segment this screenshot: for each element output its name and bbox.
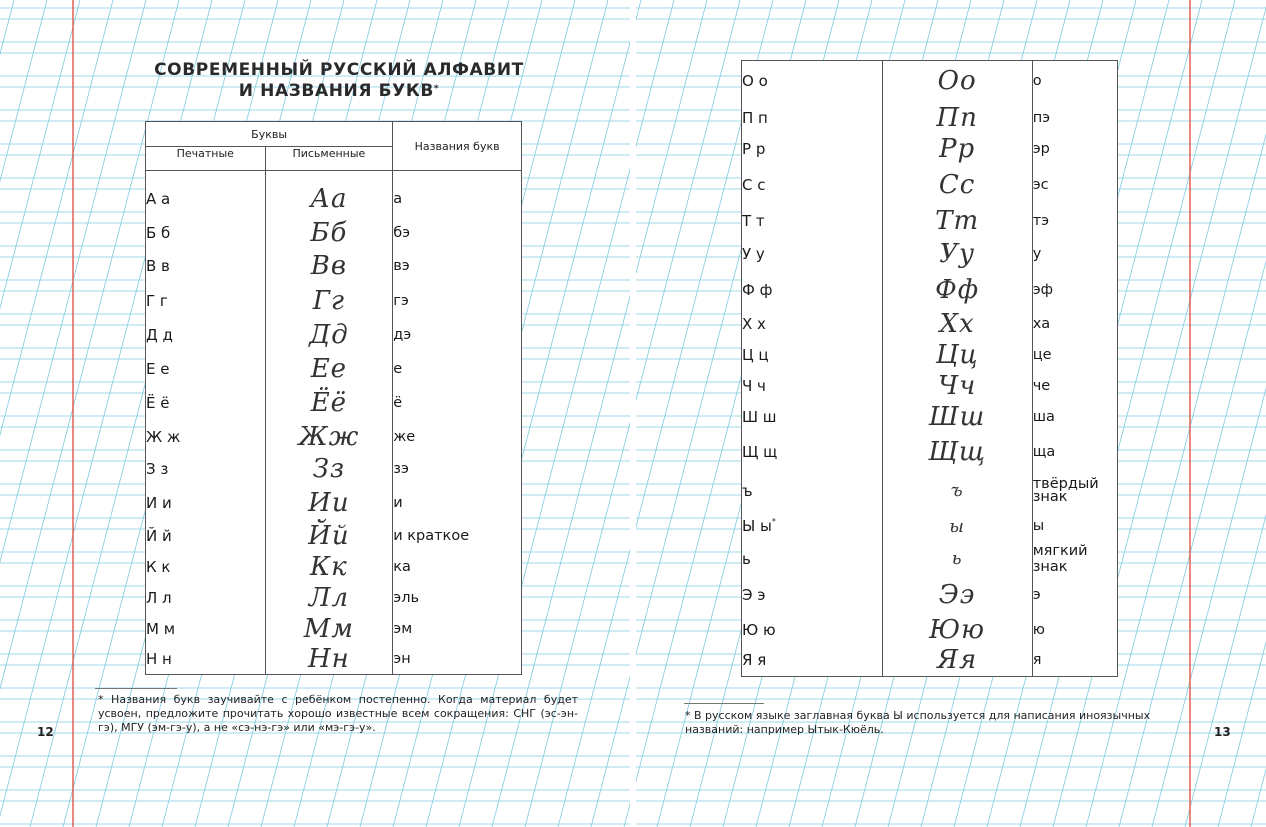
- printed-letter: [146, 644, 266, 675]
- footnote-right: [685, 709, 1169, 737]
- letter-name: эм: [393, 614, 522, 644]
- handwritten-letter: Пп: [882, 102, 1032, 134]
- letter-row: [146, 352, 522, 386]
- letter-name: гэ: [393, 284, 522, 318]
- handwritten-letter: Хх: [882, 309, 1032, 339]
- letter-name: э: [1032, 576, 1117, 615]
- title-footnote-mark: *: [433, 84, 440, 94]
- printed-letter: [742, 237, 883, 271]
- printed-letter-text: Ш ш: [742, 407, 777, 426]
- printed-letter: [146, 249, 266, 284]
- letter-name: эль: [393, 583, 522, 614]
- printed-letter: [146, 521, 266, 552]
- letter-name: а: [393, 181, 522, 217]
- printed-letter-text: Я я: [742, 651, 767, 670]
- printed-letter-text: Ж ж: [146, 427, 181, 446]
- printed-letter-text: Д д: [146, 325, 173, 344]
- letter-row: [742, 576, 1118, 615]
- handwritten-letter: ь: [882, 542, 1032, 576]
- printed-letter: [146, 485, 266, 521]
- letter-row: [146, 644, 522, 675]
- printed-letter-text: Ё ё: [146, 393, 170, 412]
- letter-row: [146, 583, 522, 614]
- printed-letter: [742, 164, 883, 206]
- letter-row: [146, 181, 522, 217]
- letter-row: [742, 645, 1118, 677]
- printed-letter-text: Ю ю: [742, 620, 776, 639]
- alphabet-table-right: [741, 60, 1118, 677]
- printed-letter-text: Л л: [146, 589, 172, 607]
- printed-letter: [742, 576, 883, 615]
- letter-name: у: [1032, 237, 1117, 271]
- handwritten-letter: Тт: [882, 206, 1032, 237]
- handwritten-letter: Аа: [265, 181, 393, 217]
- printed-letter-text: П п: [742, 108, 768, 127]
- right-page: [633, 0, 1266, 827]
- letter-name: ы: [1032, 511, 1117, 542]
- printed-letter-text: И и: [146, 493, 172, 512]
- spacer-row: [146, 171, 522, 181]
- printed-letter-text: Ы ы: [742, 517, 772, 535]
- printed-letter-text: Т т: [742, 212, 765, 230]
- letter-row: [742, 542, 1118, 576]
- letter-row: [742, 164, 1118, 206]
- letter-row: [146, 552, 522, 583]
- header-handwritten: Письменные: [265, 147, 393, 171]
- letter-name: пэ: [1032, 102, 1117, 134]
- letter-name: твёрдый знак: [1032, 471, 1117, 511]
- printed-letter-text: ъ: [742, 481, 753, 500]
- handwritten-letter: Лл: [265, 583, 393, 614]
- handwritten-letter: Ее: [265, 352, 393, 386]
- letter-name: я: [1032, 645, 1117, 677]
- printed-letter-text: К к: [146, 558, 171, 576]
- handwritten-letter: Ээ: [882, 576, 1032, 615]
- letter-row: [742, 615, 1118, 645]
- handwritten-letter: Нн: [265, 644, 393, 675]
- printed-letter: [742, 542, 883, 576]
- alphabet-rows-right: [742, 61, 1118, 677]
- printed-letter-text: С с: [742, 175, 766, 194]
- handwritten-letter: Яя: [882, 645, 1032, 677]
- handwritten-letter: Мм: [265, 614, 393, 644]
- printed-letter-text: З з: [146, 460, 169, 478]
- handwritten-letter: Рр: [882, 134, 1032, 164]
- handwritten-letter: ъ: [882, 471, 1032, 511]
- letter-row: [742, 134, 1118, 164]
- letter-name: тэ: [1032, 206, 1117, 237]
- printed-letter: [742, 615, 883, 645]
- letter-row: [742, 206, 1118, 237]
- page-title: [140, 60, 538, 102]
- letter-name: зэ: [393, 454, 522, 485]
- printed-letter-text: О о: [742, 72, 768, 91]
- letter-row: [146, 614, 522, 644]
- letter-name: эс: [1032, 164, 1117, 206]
- printed-letter-text: М м: [146, 619, 176, 638]
- printed-letter: [146, 284, 266, 318]
- handwritten-letter: Йй: [265, 521, 393, 552]
- page-number-left: 12: [37, 725, 54, 739]
- handwritten-letter: ы: [882, 511, 1032, 542]
- printed-letter-text: Щ щ: [742, 442, 778, 461]
- printed-letter: [146, 583, 266, 614]
- letter-name: ка: [393, 552, 522, 583]
- letter-row: [742, 371, 1118, 401]
- printed-letter-text: Г г: [146, 291, 168, 310]
- letter-name: же: [393, 420, 522, 454]
- handwritten-letter: Кк: [265, 552, 393, 583]
- handwritten-letter: Ии: [265, 485, 393, 521]
- letter-row: [146, 217, 522, 249]
- letter-name: ю: [1032, 615, 1117, 645]
- printed-letter: [742, 471, 883, 511]
- printed-letter: [146, 181, 266, 217]
- letter-row: [742, 511, 1118, 542]
- letter-name: эр: [1032, 134, 1117, 164]
- footnote-left: * Названия букв заучивайте с ребёнком постепенно. Когда материал будет усвоен, предложите прочитать хорошо известные всем сокращения: СНГ (эс-эн-гэ), МГУ (эм-гэ-у), а не «сэ-нэ-гэ» или «мэ-гэ-у».: [98, 693, 578, 734]
- printed-letter-text: Х х: [742, 314, 766, 333]
- printed-letter: [146, 318, 266, 352]
- handwritten-letter: Уу: [882, 237, 1032, 271]
- spacer-cell: [146, 171, 266, 181]
- printed-letter: [146, 217, 266, 249]
- footnote-divider: [684, 703, 764, 704]
- handwritten-letter: Юю: [882, 615, 1032, 645]
- printed-letter: [146, 352, 266, 386]
- letter-name: мягкий знак: [1032, 542, 1117, 576]
- header-names: Названия букв: [393, 122, 522, 171]
- letter-row: [146, 485, 522, 521]
- letter-name: о: [1032, 61, 1117, 102]
- printed-letter-text: В в: [146, 257, 170, 275]
- handwritten-letter: Бб: [265, 217, 393, 249]
- letter-row: [146, 521, 522, 552]
- printed-letter: [742, 511, 883, 542]
- alphabet-rows-left: [146, 171, 522, 675]
- printed-letter: [742, 61, 883, 102]
- letter-row: [742, 339, 1118, 371]
- letter-row: [146, 284, 522, 318]
- letter-name: е: [393, 352, 522, 386]
- printed-letter: [742, 401, 883, 433]
- printed-letter-text: Е е: [146, 359, 170, 378]
- handwritten-letter: Ёё: [265, 386, 393, 420]
- handwritten-letter: Гг: [265, 284, 393, 318]
- title-line-2: И НАЗВАНИЯ БУКВ: [238, 81, 434, 101]
- title-line-1: СОВРЕМЕННЫЙ РУССКИЙ АЛФАВИТ: [154, 60, 524, 80]
- printed-letter-text: Ч ч: [742, 376, 766, 395]
- letter-row: [742, 271, 1118, 309]
- alphabet-table-left: [145, 121, 522, 675]
- printed-letter: [742, 134, 883, 164]
- printed-letter: [742, 371, 883, 401]
- letter-name: че: [1032, 371, 1117, 401]
- footnote-right-text: * В русском языке заглавная буква Ы используется для написания иноязычных названий: например Ытык-Кюёль.: [685, 709, 1151, 736]
- handwritten-letter: Щщ: [882, 433, 1032, 471]
- letter-name: ха: [1032, 309, 1117, 339]
- letter-row: [146, 386, 522, 420]
- letter-row: [742, 433, 1118, 471]
- handwritten-letter: Вв: [265, 249, 393, 284]
- handwritten-letter: Дд: [265, 318, 393, 352]
- letter-name: ё: [393, 386, 522, 420]
- printed-letter: [742, 339, 883, 371]
- printed-letter-text: У у: [742, 244, 765, 263]
- printed-letter-text: Й й: [146, 527, 172, 545]
- letter-name: эф: [1032, 271, 1117, 309]
- handwritten-letter: Шш: [882, 401, 1032, 433]
- printed-letter-text: А а: [146, 189, 171, 208]
- letter-name: вэ: [393, 249, 522, 284]
- printed-letter-text: Э э: [742, 586, 766, 604]
- handwritten-letter: Цц: [882, 339, 1032, 371]
- spacer-cell: [393, 171, 522, 181]
- handwritten-letter: Сс: [882, 164, 1032, 206]
- letter-row: [742, 237, 1118, 271]
- printed-letter: [742, 645, 883, 677]
- letter-name: дэ: [393, 318, 522, 352]
- footnote-mark: *: [771, 517, 776, 526]
- handwritten-letter: Оо: [882, 61, 1032, 102]
- letter-row: [146, 249, 522, 284]
- letter-row: [146, 318, 522, 352]
- letter-name: бэ: [393, 217, 522, 249]
- printed-letter: [742, 206, 883, 237]
- letter-name: эн: [393, 644, 522, 675]
- letter-name: ща: [1032, 433, 1117, 471]
- printed-letter: [146, 552, 266, 583]
- letter-row: [742, 401, 1118, 433]
- printed-letter: [146, 614, 266, 644]
- printed-letter: [146, 454, 266, 485]
- printed-letter: [742, 433, 883, 471]
- printed-letter-text: ь: [742, 549, 751, 568]
- letter-name: ша: [1032, 401, 1117, 433]
- letter-row: [742, 102, 1118, 134]
- printed-letter: [742, 102, 883, 134]
- handwritten-letter: Зз: [265, 454, 393, 485]
- handwritten-letter: Чч: [882, 371, 1032, 401]
- footnote-divider: [95, 688, 177, 689]
- printed-letter: [146, 420, 266, 454]
- letter-row: [742, 309, 1118, 339]
- printed-letter-text: Б б: [146, 223, 171, 242]
- handwritten-letter: Жж: [265, 420, 393, 454]
- printed-letter: [146, 386, 266, 420]
- letter-name: и краткое: [393, 521, 522, 552]
- printed-letter-text: Р р: [742, 139, 766, 158]
- header-letters: Буквы: [146, 122, 393, 147]
- printed-letter-text: Ф ф: [742, 280, 773, 299]
- page-number-right: 13: [1214, 725, 1231, 739]
- letter-row: [742, 471, 1118, 511]
- printed-letter: [742, 309, 883, 339]
- spacer-cell: [265, 171, 393, 181]
- letter-row: [742, 61, 1118, 102]
- letter-row: [146, 420, 522, 454]
- printed-letter-text: Ц ц: [742, 345, 769, 364]
- letter-name: це: [1032, 339, 1117, 371]
- letter-name: и: [393, 485, 522, 521]
- header-printed: Печатные: [146, 147, 266, 171]
- letter-row: [146, 454, 522, 485]
- printed-letter: [742, 271, 883, 309]
- handwritten-letter: Фф: [882, 271, 1032, 309]
- printed-letter-text: Н н: [146, 649, 172, 668]
